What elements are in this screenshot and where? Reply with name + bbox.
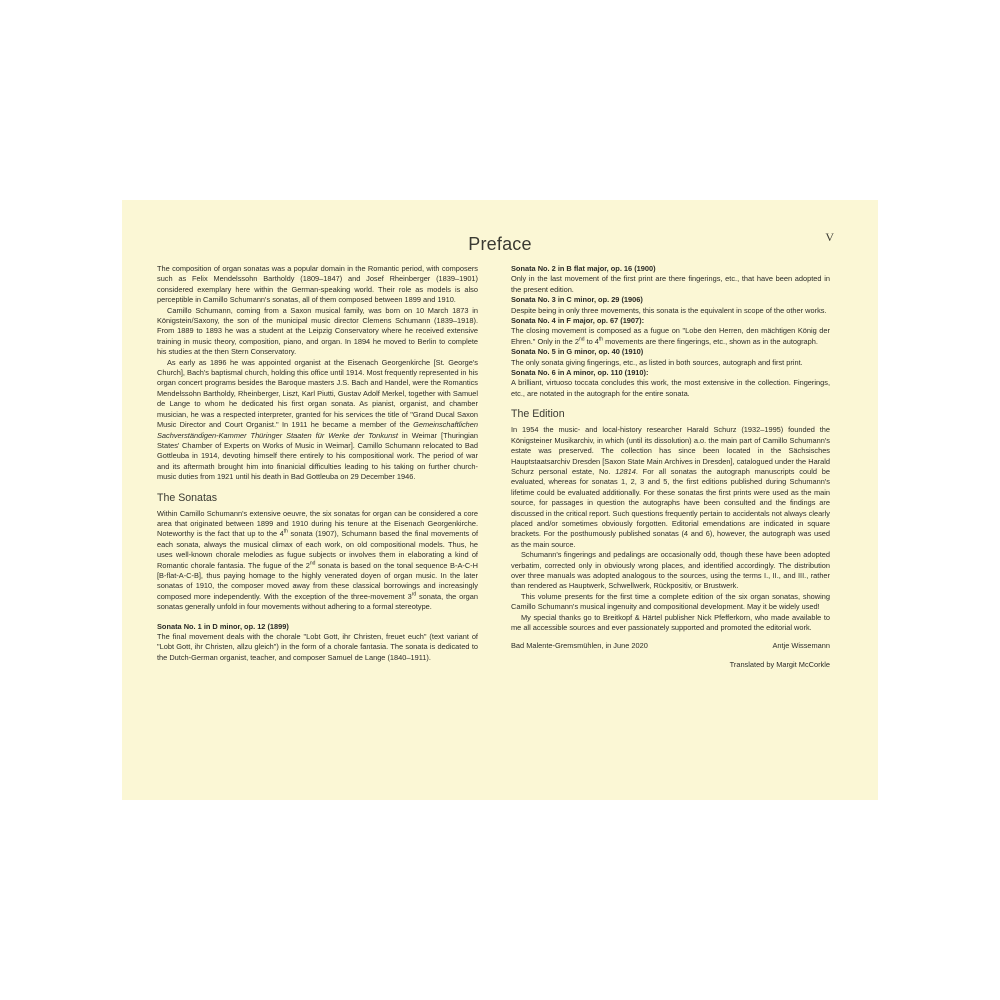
sonata-2-heading: Sonata No. 2 in B flat major, op. 16 (1900) [511,264,656,273]
sonata-1-text: The final movement deals with the chorale "Lobt Gott, ihr Christen, freuet euch" (text variant of "Lobt Gott, ihr Christen, allzu gleich") in the form of a chorale fantasia. The sonata is dedicated to the Dutch-German organist, teacher, and composer Samuel de Lange (1840–1911). [157,632,478,662]
sonata-4-sup-2: th [598,336,604,343]
career-text-a: As early as 1896 he was appointed organist at the Eisenach Georgenkirche [St. George's Church], Bach's baptismal church, holding this office until 1914. Most frequently represented in his organ concert programs besides the Baroque masters J.S. Bach and Handel, were the Romantics Mendelssohn Bartholdy, Rheinberger, Liszt, Karl Piutti, Gustav Adolf Merkel, together with Samuel de Lange to whom he dedicated his first organ sonata. As pianist, organist, and chamber musician, he was a respected interpreter, granted for his services the title of "Grand Ducal Saxon Music Director and Court Organist." In 1911 he became a member of the [157,357,478,430]
sonata-3-text: Despite being in only three movements, this sonata is the equivalent in scope of the other works. [511,305,827,315]
right-column [511,264,830,670]
sonata-5-text: The only sonata giving fingerings, etc., as listed in both sources, autograph and first print. [511,357,803,367]
chamber-name-italic: Gemeinschaftlichen Sachverständigen-Kammer Thüringer Staaten für Werke der Tonkunst [157,420,478,440]
page-title: Preface [468,234,532,254]
sonata-4-sup-1: nd [578,336,585,343]
paragraph-thanks: My special thanks go to Breitkopf & Härtel publisher Nick Pfefferkorn, who made available to me all accessible sources and ever passionately supported and promoted the editorial work. [511,612,830,632]
sonata-4-text [511,326,830,347]
sonatas-sup-2: nd [309,560,316,567]
section-heading-sonatas: The Sonatas [157,491,218,504]
career-text-b: in Weimar [Thuringian States' Chamber of Experts on Works of Music in Weimar]. Camillo Schumann relocated to Bad Gottleuba in 1914, devoting himself there entirely to his compositional work. The period of war and its aftermath brought him into finanicial difficulties leading to his taking on further church-music duties from 1921 until his death in Bad Gottleuba on 29 December 1946. [157,430,478,482]
paragraph-fingerings: Schumann's fingerings and pedalings are occasionally odd, though these have been adopted verbatim, corrected only in obviously wrong places, and identified accordingly. The distribution over three manuals was adopted analogous to the sources, using the terms I., II., and III., rather than rendered as Hauptwerk, Schwellwerk, Rückpositiv, or Brustwerk. [511,550,830,591]
signature-line [511,641,830,651]
estate-number-italic: 12814 [615,466,636,476]
paragraph-edition-sources [511,425,830,550]
left-column [157,264,478,663]
author-name: Antje Wissemann [772,641,830,651]
page-number: V [825,230,834,244]
sonatas-text-c: sonata is based on the tonal sequence B-A-C-H [B-flat-A-C-B], thus paying homage to the highly venerated doyen of organ music. In the later sonatas of 1910, the composer moved away from these classical borrowings and increasingly composed more independently. With the exception of the three-movement 3 [157,560,478,601]
sonata-2-text: Only in the last movement of the first print are there fingerings, etc., that have been adopted in the present edition. [511,274,830,294]
paragraph-biography: Camillo Schumann, coming from a Saxon musical family, was born on 10 March 1873 in Königstein/Saxony, the son of the municipal music director Clemens Schumann (1839–1918). From 1889 to 1893 he was a student at the Leipzig Conservatory where he received extensive training in music theory, composition, piano, and organ. In 1894 he moved to Berlin to complete his studies at the then Stern Conservatory. [157,305,478,357]
sonatas-text-d: sonata, the organ sonatas generally unfold in four movements without adhering to a formal stereotype. [157,591,478,612]
sonatas-sup-3: rd [411,591,417,598]
sonata-1-heading: Sonata No. 1 in D minor, op. 12 (1899) [157,621,289,631]
sonata-6-heading: Sonata No. 6 in A minor, op. 110 (1910): [511,368,649,378]
place-date: Bad Malente-Gremsmühlen, in June 2020 [511,641,648,651]
sonatas-text-b: sonata (1907), Schumann based the final movements of each sonata, always the musical climax of each work, on old compositional models. Thus, he uses well-known chorale melodies as fugue subjects or involves them in elaborating a kind of Romantic chorale fantasia. The fugue of the 2 [157,529,478,570]
paragraph-career [157,358,478,483]
sonata-6-text: A brilliant, virtuoso toccata concludes this work, the most extensive in the collection. Fingerings, etc., are notated in the autograph for the entire sonata. [511,378,830,398]
sonata-4-heading: Sonata No. 4 in F major, op. 67 (1907): [511,316,645,326]
sonata-4-text-b: to 4 [584,336,599,346]
sonatas-sup-1: th [283,528,288,535]
sonata-4-text-c: movements are there fingerings, etc., shown as in the autograph. [603,336,818,346]
section-heading-edition: The Edition [511,408,565,421]
translator-credit: Translated by Margit McCorkle [729,659,830,669]
paragraph-volume: This volume presents for the first time a complete edition of the six organ sonatas, showing Camillo Schumann's musical ingenuity and compositional development. May it be widely used! [511,591,830,612]
edition-text-a: In 1954 the music- and local-history researcher Harald Schurz (1932–1995) founded the Königsteiner Musikarchiv, in which (until its dissolution) a.o. the main part of Camillo Schumann's estate was preserved. The collection has since been located in the Sächsisches Hauptstaatsarchiv Dresden [Saxon State Main Archives in Dresden], catalogued under the Harald Schurz personal estate, No. [511,425,830,476]
paragraph-sonatas [157,509,478,613]
sonata-3-heading: Sonata No. 3 in C minor, op. 29 (1906) [511,295,643,305]
sonatas-text-a: Within Camillo Schumann's extensive oeuvre, the six sonatas for organ can be considered a core area that originated between 1899 and 1910 during his tenure at the Eisenach Georgenkirche. Noteworthy is the fact that up to the 4 [157,508,478,539]
book-page [122,200,878,800]
paragraph-intro: The composition of organ sonatas was a popular domain in the Romantic period, with composers such as Felix Mendelssohn Bartholdy (1809–1847) and Josef Rheinberger (1839–1901) considered exemplary here within the German-speaking world. Their role as models is also perceptible in Camillo Schumann's sonatas, all of them composed between 1899 and 1910. [157,264,478,305]
sonata-4-text-a: The closing movement is composed as a fugue on "Lobe den Herren, den mächtigen König der Ehren." Only in the 2 [511,326,830,346]
sonata-5-heading: Sonata No. 5 in G minor, op. 40 (1910) [511,347,644,357]
spacer [157,613,478,622]
edition-text-b: . For all sonatas the autograph manuscripts could be evaluated, whereas for sonatas 1, 2, 3 and 5, the first editions published during Schumann's lifetime could be evaluated additionally. For these sonatas the first prints were used as the main source, for passages in question the autographs have been consulted and the findings are discussed in the critical report. Such questions frequently pertain to accidentals not always clearly placed and/or sometimes obviously forgotten. Editorial emendations are indicated in square brackets. For the posthumously published sonatas (4 and 6), however, the autograph was used as the main source. [511,466,830,549]
